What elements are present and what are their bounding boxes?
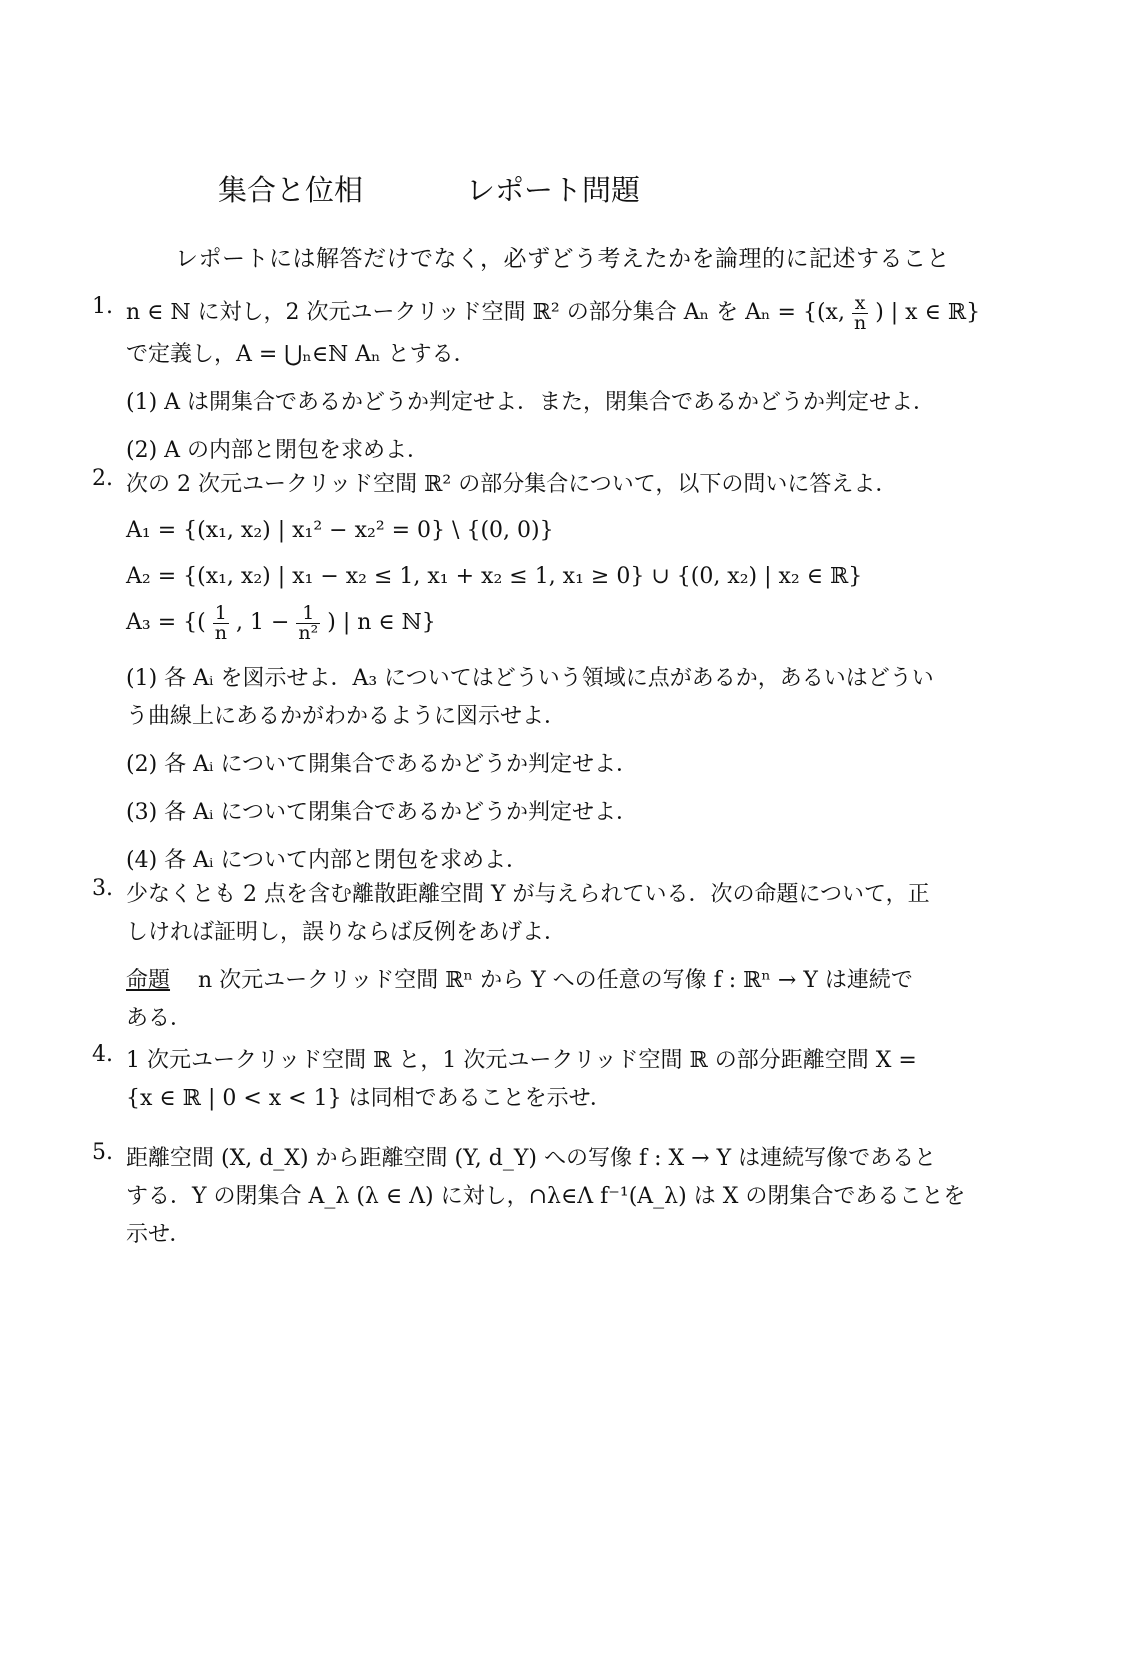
denominator: n² [298, 621, 319, 644]
problem-5 [92, 1140, 1057, 1254]
problem-line: 少なくとも 2 点を含む離散距離空間 Y が与えられている．次の命題について，正 [126, 882, 930, 907]
sub-question: (3) 各 Aᵢ について閉集合であるかどうか判定せよ． [126, 800, 639, 825]
problem-line: しければ証明し，誤りならば反例をあげよ． [126, 920, 567, 945]
denominator: n [853, 311, 867, 334]
problem-number: 5. [92, 1140, 113, 1165]
set-definition: A₁ = {(x₁, x₂) | x₁² − x₂² = 0} \ {(0, 0)} [126, 518, 554, 543]
sub-question: (1) A は開集合であるかどうか判定せよ．また，閉集合であるかどうか判定せよ． [126, 390, 936, 415]
proposition-line [126, 962, 1057, 1000]
sub-question: (2) 各 Aᵢ について開集合であるかどうか判定せよ． [126, 752, 639, 777]
sub-question-continued: う曲線上にあるかがわかるように図示せよ． [126, 704, 567, 729]
fraction [296, 601, 320, 644]
text-segment: n ∈ ℕ に対し，2 次元ユークリッド空間 ℝ² の部分集合 Aₙ を Aₙ = {(x, [126, 300, 845, 325]
problem-number: 1. [92, 294, 113, 319]
problem-number: 3. [92, 876, 113, 901]
problem-line [126, 290, 1057, 336]
text-segment: ) | x ∈ ℝ} [875, 300, 981, 325]
numerator: 1 [296, 604, 320, 624]
problem-2 [92, 466, 1057, 880]
problem-line: 距離空間 (X, d_X) から距離空間 (Y, d_Y) への写像 f : X → Y は連続写像であると [126, 1146, 937, 1171]
set-definition [126, 600, 1057, 646]
fraction [213, 601, 229, 644]
denominator: n [214, 621, 227, 644]
proposition-line: ある． [126, 1006, 193, 1031]
proposition-text: n 次元ユークリッド空間 ℝⁿ から Y への任意の写像 f : ℝⁿ → Y は連続で [198, 968, 913, 993]
problem-line: 次の 2 次元ユークリッド空間 ℝ² の部分集合について，以下の問いに答えよ． [126, 472, 898, 497]
title-right: レポート問題 [466, 173, 641, 207]
numerator: 1 [213, 604, 229, 624]
proposition-label: 命題 [126, 968, 171, 993]
page-title [0, 168, 1125, 218]
sub-question: (4) 各 Aᵢ について内部と閉包を求めよ． [126, 848, 529, 873]
title-left: 集合と位相 [218, 173, 364, 207]
numerator: x [852, 294, 868, 314]
set-definition: A₂ = {(x₁, x₂) | x₁ − x₂ ≤ 1, x₁ + x₂ ≤ 1, x₁ ≥ 0} ∪ {(0, x₂) | x₂ ∈ ℝ} [126, 564, 863, 589]
problem-line: する．Y の閉集合 A_λ (λ ∈ Λ) に対し，∩λ∈Λ f⁻¹(A_λ) は X の閉集合であることを [126, 1184, 966, 1209]
problem-1 [92, 290, 1057, 470]
problem-line: で定義し，A = ⋃ₙ∈ℕ Aₙ とする． [126, 342, 476, 367]
text-segment: , 1 − [235, 610, 290, 635]
text-segment: ) | n ∈ ℕ} [327, 610, 436, 635]
problem-line: 1 次元ユークリッド空間 ℝ と，1 次元ユークリッド空間 ℝ の部分距離空間 X = [126, 1048, 917, 1073]
problem-line: 示せ． [126, 1222, 192, 1247]
sub-question: (1) 各 Aᵢ を図示せよ．A₃ についてはどういう領域に点があるか，あるいはどうい [126, 666, 934, 691]
instructions: レポートには解答だけでなく，必ずどう考えたかを論理的に記述すること [174, 246, 951, 272]
problem-number: 2. [92, 466, 113, 491]
problem-3 [92, 876, 1057, 1038]
problem-4 [92, 1042, 1057, 1118]
problem-number: 4. [92, 1042, 113, 1067]
sub-question: (2) A の内部と閉包を求めよ． [126, 438, 430, 463]
problem-line: {x ∈ ℝ | 0 < x < 1} は同相であることを示せ． [126, 1086, 612, 1111]
fraction [852, 291, 868, 334]
text-segment: A₃ = {( [126, 610, 206, 635]
